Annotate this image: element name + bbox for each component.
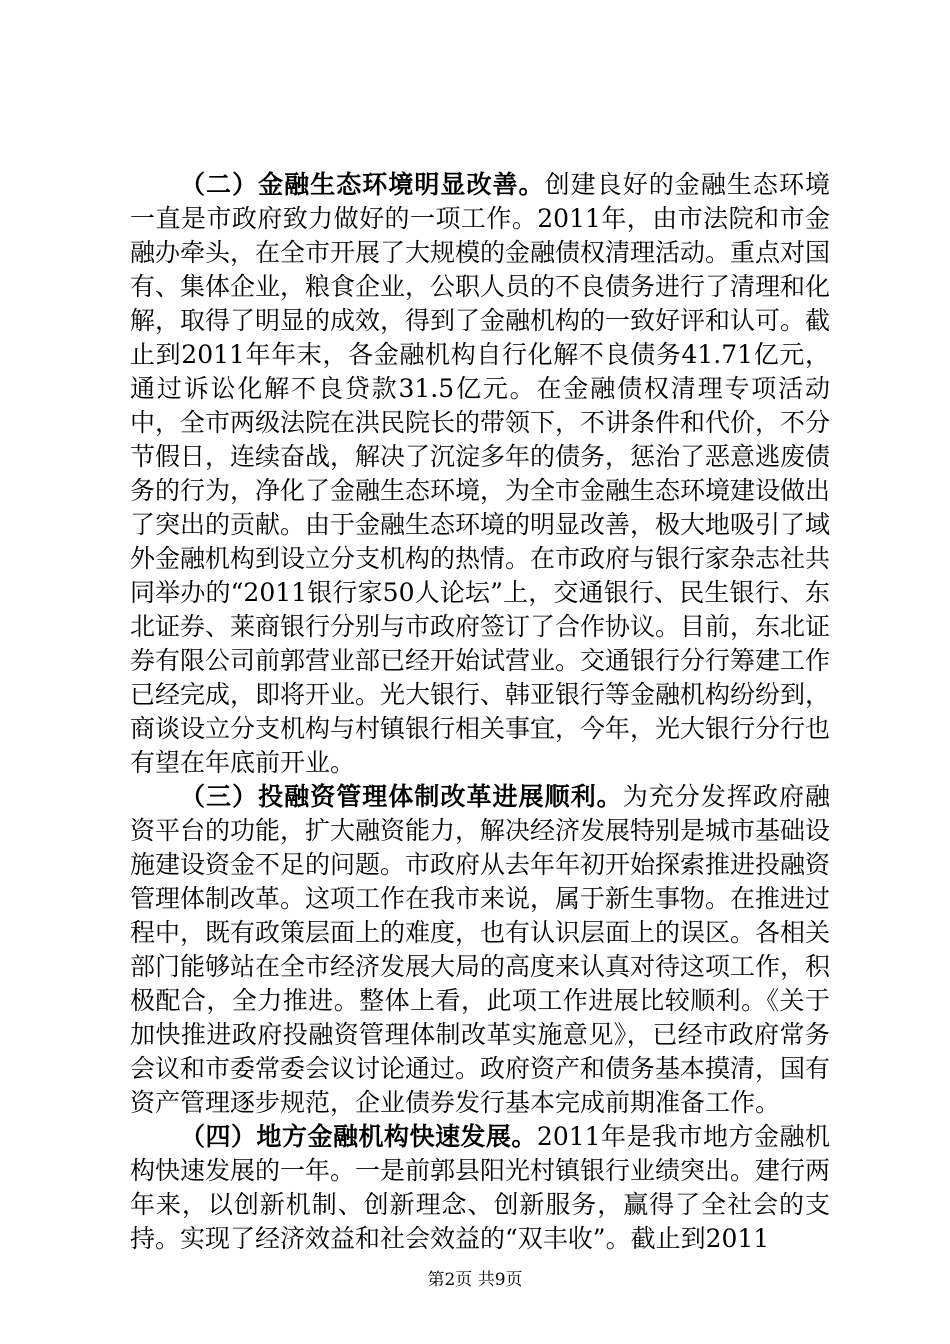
paragraph-financial-ecology	[130, 168, 830, 780]
paragraph-heading: （四）地方金融机构快速发展。	[180, 1122, 537, 1151]
paragraph-investment-reform	[130, 780, 830, 1120]
paragraph-heading: （二）金融生态环境明显改善。	[180, 170, 545, 199]
page-footer: 第2页 共9页	[427, 1270, 523, 1290]
paragraph-text: 为充分发挥政府融资平台的功能，扩大融资能力，解决经济发展特别是城市基础设施建设资金不足的问题。市政府从去年年初开始探索推进投融资管理体制改革。这项工作在我市来说，属于新生事物。在推进过程中，既有政策层面上的难度，也有认识层面上的误区。各相关部门能够站在全市经济发展大局的高度来认真对待这项工作，积极配合，全力推进。整体上看，此项工作进展比较顺利。《关于加快推进政府投融资管理体制改革实施意见》，已经市政府常务会议和市委常委会议讨论通过。政府资产和债务基本摸清，国有资产管理逐步规范，企业债券发行基本完成前期准备工作。	[130, 782, 831, 1117]
paragraph-local-finance	[130, 1120, 830, 1256]
document-body	[130, 168, 830, 1256]
paragraph-text: 创建良好的金融生态环境一直是市政府致力做好的一项工作。2011年，由市法院和市金融办牵头，在全市开展了大规模的金融债权清理活动。重点对国有、集体企业，粮食企业，公职人员的不良债务进行了清理和化解，取得了明显的成效，得到了金融机构的一致好评和认可。截止到2011年年末，各金融机构自行化解不良债务41.71亿元，通过诉讼化解不良贷款31.5亿元。在金融债权清理专项活动中，全市两级法院在洪民院长的带领下，不讲条件和代价，不分节假日，连续奋战，解决了沉淀多年的债务，惩治了恶意逃废债务的行为，净化了金融生态环境，为全市金融生态环境建设做出了突出的贡献。由于金融生态环境的明显改善，极大地吸引了域外金融机构到设立分支机构的热情。在市政府与银行家杂志社共同举办的“2011银行家50人论坛”上，交通银行、民生银行、东北证券、莱商银行分别与市政府签订了合作协议。目前，东北证券有限公司前郭营业部已经开始试营业。交通银行分行筹建工作已经完成，即将开业。光大银行、韩亚银行等金融机构纷纷到，商谈设立分支机构与村镇银行相关事宜，今年，光大银行分行也有望在年底前开业。	[130, 170, 831, 777]
paragraph-heading: （三）投融资管理体制改革进展顺利。	[180, 782, 623, 811]
paragraph-text: 2011年是我市地方金融机构快速发展的一年。一是前郭县阳光村镇银行业绩突出。建行两年来，以创新机制、创新理念、创新服务，赢得了全社会的支持。实现了经济效益和社会效益的“双丰收”。截止到2011	[130, 1122, 831, 1253]
